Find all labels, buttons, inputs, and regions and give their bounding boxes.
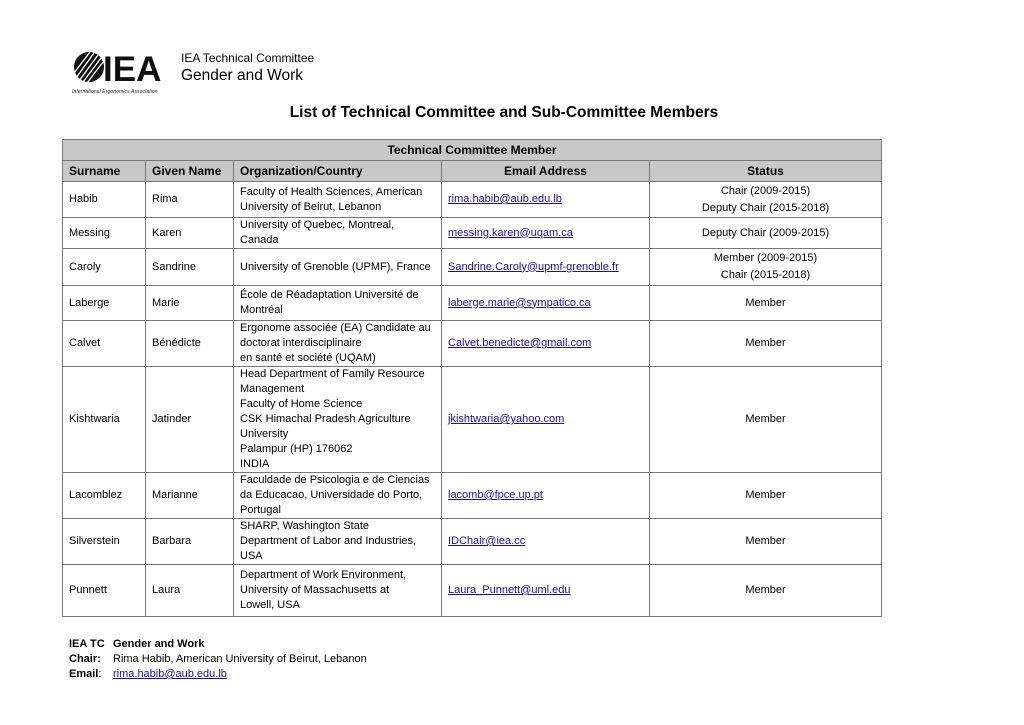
status-line: Member <box>745 584 786 596</box>
table-row <box>63 519 882 565</box>
cell-organization <box>234 367 442 473</box>
cell-surname: Messing <box>63 218 146 249</box>
organization-line: Ergonome associée (EA) Candidate au <box>240 322 431 334</box>
members-table <box>62 139 882 617</box>
cell-given-name: Marianne <box>146 473 234 519</box>
cell-organization <box>234 519 442 565</box>
cell-surname: Punnett <box>63 565 146 617</box>
cell-organization <box>234 249 442 286</box>
cell-organization <box>234 565 442 617</box>
organization-line: Faculdade de Psicologia e de Ciencias <box>240 474 430 486</box>
cell-status <box>650 286 882 321</box>
cell-status <box>650 367 882 473</box>
status-line: Member <box>745 296 786 309</box>
cell-email <box>442 182 650 218</box>
column-header-organization: Organization/Country <box>234 161 442 182</box>
status-line: Member <box>745 489 786 501</box>
cell-given-name: Sandrine <box>146 249 234 286</box>
footer-tc-row <box>69 637 367 652</box>
cell-email <box>442 286 650 321</box>
status-line: Chair (2009-2015) <box>720 184 811 197</box>
organization-line: Canada <box>240 234 279 246</box>
cell-given-name: Laura <box>146 565 234 617</box>
table-row <box>63 565 882 617</box>
column-header-email: Email Address <box>442 161 650 182</box>
organization-line: CSK Himachal Pradesh Agriculture <box>240 413 411 425</box>
column-header-given-name: Given Name <box>146 161 234 182</box>
header-title: Gender and Work <box>181 67 304 84</box>
organization-line: en santé et société (UQAM) <box>240 352 376 364</box>
cell-given-name: Bénédicte <box>146 321 234 367</box>
organization-line: University <box>240 428 289 440</box>
table-row <box>63 321 882 367</box>
footer-chair-value: Rima Habib, American University of Beirut, Lebanon <box>113 653 367 665</box>
cell-organization <box>234 182 442 218</box>
cell-organization <box>234 286 442 321</box>
cell-status <box>650 182 882 218</box>
footer-chair-row <box>69 652 367 667</box>
footer-email-link[interactable]: rima.habib@aub.edu.lb <box>113 668 227 680</box>
email-link[interactable]: rima.habib@aub.edu.lb <box>448 193 562 205</box>
cell-surname: Silverstein <box>63 519 146 565</box>
organization-line: Department of Work Environment, <box>240 569 407 581</box>
status-line: Deputy Chair (2015-2018) <box>701 201 830 214</box>
cell-organization <box>234 473 442 519</box>
cell-given-name: Jatinder <box>146 367 234 473</box>
email-link[interactable]: Laura_Punnett@uml.edu <box>448 584 571 596</box>
footer <box>69 637 367 682</box>
organization-line: University of Grenoble (UPMF), France <box>240 260 431 273</box>
table-row <box>63 182 882 218</box>
cell-surname: Calvet <box>63 321 146 367</box>
status-line: Member <box>745 413 786 425</box>
cell-status <box>650 249 882 286</box>
footer-email-label: Email: <box>69 668 102 680</box>
cell-organization <box>234 218 442 249</box>
table-row <box>63 367 882 473</box>
cell-given-name: Karen <box>146 218 234 249</box>
status-line: Chair (2015-2018) <box>720 269 811 281</box>
organization-line: University of Massachusetts at <box>240 584 390 596</box>
cell-status <box>650 321 882 367</box>
footer-email-row <box>69 667 367 682</box>
organization-line: École de Réadaptation Université de <box>240 289 419 301</box>
cell-status <box>650 218 882 249</box>
table-row <box>63 286 882 321</box>
cell-surname: Caroly <box>63 249 146 286</box>
cell-email <box>442 367 650 473</box>
column-header-status: Status <box>650 161 882 182</box>
cell-email <box>442 565 650 617</box>
table-row <box>63 249 882 286</box>
cell-status <box>650 565 882 617</box>
email-link[interactable]: laberge.marie@sympatico.ca <box>448 296 591 309</box>
organization-line: Head Department of Family Resource <box>240 368 425 380</box>
status-line: Member <box>745 337 786 349</box>
cell-email <box>442 473 650 519</box>
table-row <box>63 218 882 249</box>
cell-given-name: Marie <box>146 286 234 321</box>
cell-email <box>442 218 650 249</box>
organization-line: Lowell, USA <box>240 599 300 611</box>
page-title: List of Technical Committee and Sub-Committee Members <box>289 104 719 121</box>
organization-line: University of Beirut, Lebanon <box>240 200 382 213</box>
organization-line: Faculty of Health Sciences, American <box>240 185 423 198</box>
cell-surname: Kishtwaria <box>63 367 146 473</box>
organization-line: University of Quebec, Montreal, <box>240 219 395 231</box>
organization-line: da Educacao, Universidade do Porto, <box>240 489 423 501</box>
email-link[interactable]: jkishtwaria@yahoo.com <box>448 413 565 425</box>
cell-given-name: Barbara <box>146 519 234 565</box>
column-header-surname: Surname <box>63 161 146 182</box>
organization-line: Palampur (HP) 176062 <box>240 443 353 455</box>
organization-line: USA <box>240 550 263 562</box>
email-link[interactable]: IDChair@iea.cc <box>448 535 526 547</box>
footer-tc-label: IEA TC <box>69 638 105 650</box>
status-line: Deputy Chair (2009-2015) <box>701 226 830 239</box>
organization-line: Portugal <box>240 504 281 516</box>
organization-line: Faculty of Home Science <box>240 398 363 410</box>
cell-status <box>650 473 882 519</box>
cell-given-name: Rima <box>146 182 234 218</box>
cell-organization <box>234 321 442 367</box>
organization-line: INDIA <box>240 458 270 470</box>
cell-email <box>442 321 650 367</box>
organization-line: SHARP, Washington State <box>240 520 370 532</box>
cell-surname: Laberge <box>63 286 146 321</box>
organization-line: doctorat interdisciplinaire <box>240 337 362 349</box>
status-line: Member (2009-2015) <box>713 252 818 264</box>
globe-icon <box>74 52 104 83</box>
cell-email <box>442 249 650 286</box>
cell-surname: Habib <box>63 182 146 218</box>
cell-status <box>650 519 882 565</box>
footer-chair-label: Chair: <box>69 653 101 665</box>
organization-line: Management <box>240 383 305 395</box>
logo-wordmark: IEA <box>103 50 162 89</box>
table-group-header: Technical Committee Member <box>63 140 882 161</box>
email-link[interactable]: messing.karen@uqam.ca <box>448 226 573 239</box>
header-committee: IEA Technical Committee <box>181 51 315 65</box>
table-column-header-row <box>63 161 882 182</box>
status-line: Member <box>745 535 786 547</box>
logo-caption: International Ergonomics Association <box>72 89 158 95</box>
table-group-header-row <box>63 140 882 161</box>
cell-surname: Lacomblez <box>63 473 146 519</box>
email-link[interactable]: Calvet.benedicte@gmail.com <box>448 337 592 349</box>
table-row <box>63 473 882 519</box>
email-link[interactable]: lacomb@fpce.up.pt <box>448 489 543 501</box>
footer-tc-value: Gender and Work <box>113 638 205 650</box>
organization-line: Department of Labor and Industries, <box>240 535 417 547</box>
cell-email <box>442 519 650 565</box>
organization-line: Montréal <box>240 304 283 316</box>
email-link[interactable]: Sandrine.Caroly@upmf-grenoble.fr <box>448 260 619 273</box>
